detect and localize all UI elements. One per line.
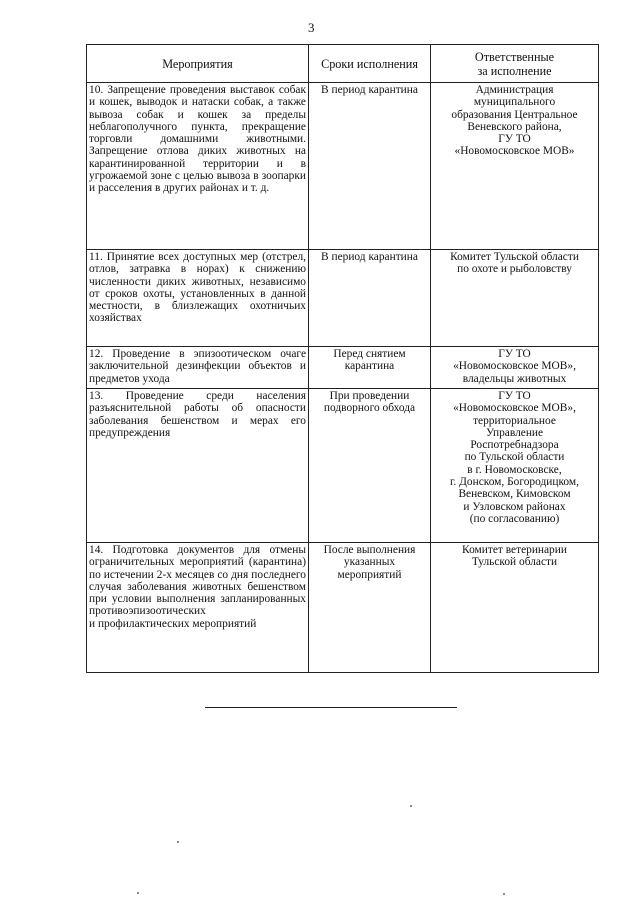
activity-cell: 13. Проведение среди населения разъяснительной работы об опасности заболевания бешенством и мерах его предупреждения (87, 389, 309, 543)
responsible-cell: Комитет Тульской области по охоте и рыболовству (431, 250, 599, 347)
page-number: 3 (308, 20, 315, 35)
deadline-cell: После выполнения указанных мероприятий (309, 543, 431, 673)
table-header-row (87, 45, 599, 83)
deadline-cell: Перед снятием карантина (309, 347, 431, 389)
table-row (87, 83, 599, 250)
header-deadlines: Сроки исполнения (309, 45, 431, 83)
table-row (87, 389, 599, 543)
table-row (87, 543, 599, 673)
scan-speck (137, 892, 139, 894)
responsible-cell: Администрация муниципального образования Центральное Веневского района, ГУ ТО «Новомосковское МОВ» (431, 83, 599, 250)
table-row (87, 347, 599, 389)
header-responsible: Ответственные за исполнение (431, 45, 599, 83)
end-divider-line (205, 707, 457, 708)
activities-table (86, 44, 599, 673)
responsible-cell: ГУ ТО «Новомосковское МОВ», владельцы животных (431, 347, 599, 389)
deadline-cell: В период карантина (309, 250, 431, 347)
scan-speck (177, 841, 179, 843)
table-row (87, 250, 599, 347)
activity-cell: 10. Запрещение проведения выставок собак и кошек, выводок и натаски собак, а также вывоза собак и кошек за пределы неблагополучного пункта, прекращение торговли домашними животными. Запрещение отлова диких животных на карантинированной территории и в угрожаемой зоне с целью вывоза в зоопарки и расселения в других районах и т. д. (87, 83, 309, 250)
scan-speck (410, 805, 412, 807)
header-activities: Мероприятия (87, 45, 309, 83)
deadline-cell: В период карантина (309, 83, 431, 250)
scan-speck (503, 893, 505, 895)
deadline-cell: При проведении подворного обхода (309, 389, 431, 543)
activity-cell: 12. Проведение в эпизоотическом очаге заключительной дезинфекции объектов и предметов ухода (87, 347, 309, 389)
activity-cell: 11. Принятие всех доступных мер (отстрел, отлов, затравка в норах) к снижению численности диких животных, независимо от сроков охоты, установленных в данной местности, в близлежащих охотничьих хозяйствах (87, 250, 309, 347)
activity-cell: 14. Подготовка документов для отмены ограничительных мероприятий (карантина) по истечении 2-х месяцев со дня последнего случая заболевания животных бешенством при условии выполнения запланированных противоэпизоотических и профилактических мероприятий (87, 543, 309, 673)
responsible-cell: Комитет ветеринарии Тульской области (431, 543, 599, 673)
responsible-cell: ГУ ТО «Новомосковское МОВ», территориальное Управление Роспотребнадзора по Тульской области в г. Новомосковске, г. Донском, Богородицком, Веневском, Кимовском и Узловском районах (по согласованию) (431, 389, 599, 543)
